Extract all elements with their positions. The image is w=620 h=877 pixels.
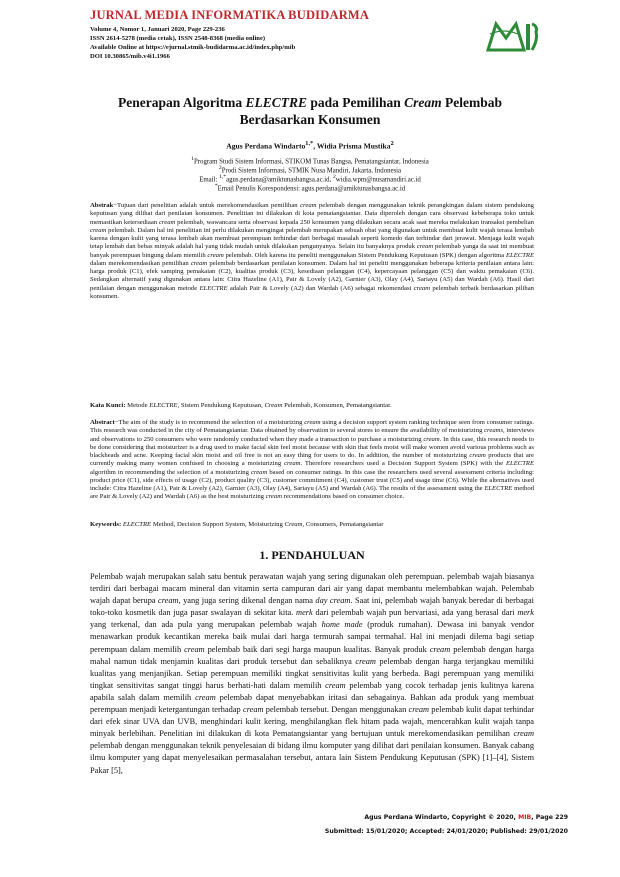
paper-title: Penerapan Algoritma ELECTRE pada Pemilihan Cream Pelembab Berdasarkan Konsumen — [117, 95, 503, 127]
affiliation-2: $^2$Prodi Sistem Informasi, STMIK Nusa Mandiri, Jakarta, Indonesia — [218, 165, 402, 175]
authors: Agus Perdana Windarto$^{1,*}$, Widia Prisma Mustika$^2$ — [226, 140, 394, 151]
journal-logo — [484, 20, 538, 56]
footer-dates: Submitted: 15/01/2020; Accepted: 24/01/2020; Published: 29/01/2020 — [324, 828, 568, 835]
section-heading: 1. PENDAHULUAN — [259, 548, 365, 562]
kata-kunci: Kata Kunci: Metode ELECTRE, Sistem Pendukung Keputusan, Cream Pelembab, Konsumen, Pematangsiantar. — [90, 402, 392, 409]
body-paragraph: Pelembab wajah merupakan salah satu bentuk perawatan wajah yang sering digunakan oleh perempuan. pelembab wajah biasanya terdiri dari berbagai macam mineral dan vitamin serta campuran dari air yang dapat membantu melembabkan wajah. Pelembab wajah dapat berupa cream, yang juga sering dikenal dengan nama day cream. Saat ini, pelembab wajah banyak beredar di berbagai toko-toko kosmetik dan juga pasar swalayan di sekitar kita. merk dari pelembab wajah pun bervariasi, ada yang berasal dari merk yang terkenal, dan ada pula yang merupakan pelembab wajah home made (produk rumahan). Dewasa ini banyak vendor menawarkan produk kecantikan mereka baik mulai dari harga termurah sampai termahal. Hal ini menjadi dilema bagi setiap perempuan dalam memilih cream pelembab baik dari segi harga maupun kualitas. Banyak produk cream pelembab dengan harga mahal namun tidak menjamin kualitas dari produk tersebut dan sebaliknya cream pelembab dengan harga terjangkau memiliki kualitas yang menjanjikan. Setiap perempuan memiliki tingkat sensitivitas kulit yang berbeda. Bagi perempuan yang memiliki tingkat sensitivitas sangat tinggi harus berhati-hati dalam memilih cream pelembab yang cocok terhadap jenis kulitnya karena apabila salah dalam memilih cream pelembab dapat menyebabkan iritasi dan sebagainya. Bahkan ada produk yang membuat perempuan menjadi ketergantungan terhadap cream pelembab tersebut. Dengan menggunakan cream pelembab kulit dapat terhindar dari efek sinar UVA dan UVB, menghindari kulit kering, menghilangkan flek hitam pada wajah, mencerahkan kulit wajah tanpa minyak berlebihan. Penelitian ini dilakukan di kota Pematangsiantar yang bertujuan untuk merekomendasikan pemilihan cream pelembab dengan menggunakan teknik penyelesaian di bidang ilmu komputer yang dilihat dari penilaian konsumen. Banyak cabang ilmu komputer yang dapat menyelesaikan permasalahan tersebut, antara lain Sistem Pendukung Keputusan (SPK) [1]–[4], Sistem Pakar [5], — [90, 572, 534, 775]
volume-info: Volume 4, Nomor 1, Januari 2020, Page 229-236 — [90, 26, 225, 33]
keywords: Keywords: ELECTRE Method, Decision Support System, Moisturizing Cream, Consumers, Pematangsiantar — [90, 521, 384, 528]
footer-copyright: Agus Perdana Windarto, Copyright © 2020, MIB, Page 229 — [364, 814, 568, 821]
abstrak: Abstrak−Tujuan dari penelitian adalah untuk merekomendasikan pemilihan cream pelembab dengan menggunakan teknik perangkingan dalam sistem pendukung keputusan yang dilihat dari penilaian konsumen. Penelitian ini dilakukan di kota pematangsiantar. Data diperoleh dengan cara observasi kebeberapa toko untuk memastikan ketersediaan cream pelembab, wawancara serta observasi kepada 250 konsumen yang dilakukan secara acak saat mereka melakukan transaksi pembelian cream pelembab. Dalam hal ini penelitian ini perlu dilakukan mengingat pelembab merupakan sebuah obat yang digunakan untuk membuat kulit wajah terasa lembab karena dengan kulit yang terasa lembab akan membuat perempuan terhindar dari berbagai masalah seperti komedo dan terhindar dari jerawat. Menjaga kulit wajah tetap lembab dan bebas minyak adalah hal yang tidak mudah untuk dilakukan pengunyanya. Selain itu banyaknya produk cream pelembab yanga da saat ini membuat banyak perempuan bingung dalam memilih cream pelembab. Oleh karena itu peneliti menggunakan Sistem Pendukung Keputusan (SPK) dengan algoritma ELECTRE dalam merekomendasikan pemilihan cream pelembab berdasarkan penilaian konsumen. Dalam hal ini peneliti menggunakan beberapa kriteria penilaian antara lain: harga produk (C1), efek samping pemakaian (C2), kualitas produk (C3), kesediaan pelanggan (C4), kepercayaan pelanggan (C5) dan waktu pemakaian (C6). Sedangkan alternatif yang digunakan antara lain: Citra Hazeline (A1), Pair & Lovely (A2), Garnier (A3), Olay (A4), Sariayu (A5) dan Wardah (A6). Hasil dari penilaian dengan menggunakan metode ELECTRE adalah Pair & Lovely (A2) dan Wardah (A6) sebagai rekomendasi cream pelembab terbaik berdasarkan pilihan konsumen. — [90, 202, 534, 300]
doi: DOI 10.30865/mib.v4i1.1966 — [90, 53, 170, 60]
corresponding-email: *Email Penulis Korespondensi: agus.perdana@amiktunasbangsa.ac.id — [214, 183, 406, 193]
available-online: Available Online at https://ejurnal.stmik-budidarma.ac.id/index.php/mib — [90, 44, 296, 51]
emails: Email: $^{1,*}$agus.perdana@amiktunasbangsa.ac.id, $^2$widia.wpm@nusamandiri.ac.id — [199, 174, 421, 184]
affiliation-1: $^1$Program Studi Sistem Informasi, STIKOM Tunas Bangsa, Pematangsiantar, Indonesia — [191, 156, 429, 166]
abstract: Abstract−The aim of the study is to recommend the selection of a moisturizing cream using a decision support system ranking technique seen from consumer ratings. This research was conducted in the city of Pematangsiantar. Data obtained by observation to several stores to ensure the availability of moisturizing creams, interviews and observations to 250 consumers who were randomly conducted when they made a transaction to purchase a moisturizing cream. In this case, this research needs to be done considering that moisturizer is a drug used to make facial skin feel moist because with skin that feels moist will make women avoid various problems such as blackheads and acne. Keeping facial skin moist and oil free is not an easy thing for users to do. In addition, the number of moisturizing cream products that are currently making many women confused in choosing a moisturizing cream. Therefore researchers used a Decision Support System (SPK) with the ELECTRE algorithm in recommending the selection of a moisturizing cream based on consumer ratings. In this case the researchers used several assessment criteria including: product price (C1), side effects of usage (C2), product quality (C3), customer commitment (C4), customer trust (C5) and usage time (C6). While the alternatives used include: Citra Hazeline (A1), Pair & Lovely (A2), Garnier (A3), Olay (A4), Sariayu (A5) and Wardah (A6). The results of the assessment using the ELECTRE method are Pair & Lovely (A2) and Wardah (A6) as the best moisturizing cream recommendations based on consumer choice. — [90, 419, 535, 501]
issn-info: ISSN 2614-5278 (media cetak), ISSN 2548-8368 (media online) — [90, 35, 266, 42]
journal-name: JURNAL MEDIA INFORMATIKA BUDIDARMA — [90, 8, 370, 22]
